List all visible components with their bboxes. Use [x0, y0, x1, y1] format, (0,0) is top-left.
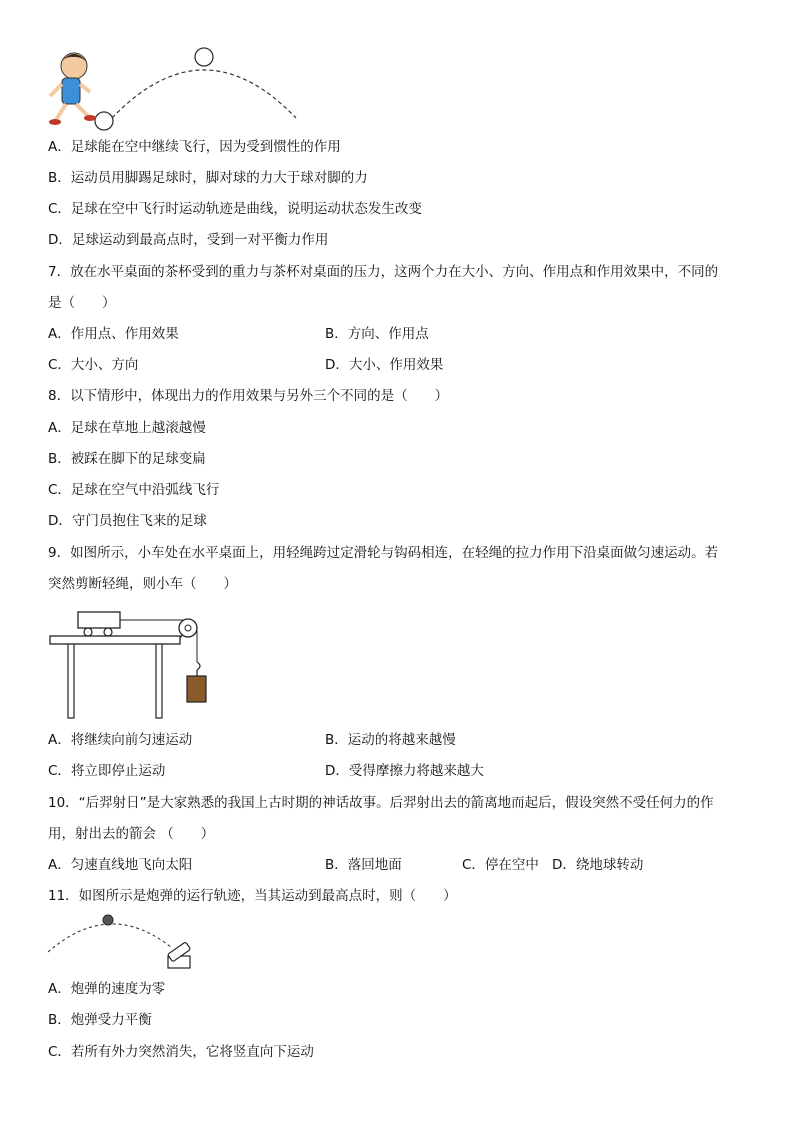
cart-body — [78, 612, 120, 628]
q8-option-c: C．足球在空气中沿弧线飞行 — [48, 482, 220, 498]
hook — [197, 662, 200, 676]
cannonball-figure — [44, 910, 196, 972]
pulley-axle — [185, 625, 191, 631]
q8-option-d: D．守门员抱住飞来的足球 — [48, 513, 207, 529]
q10-option-d: D．绕地球转动 — [552, 857, 644, 873]
q6-option-a: A．足球能在空中继续飞行，因为受到惯性的作用 — [48, 139, 341, 155]
q9-stem-line1: 9．如图所示，小车处在水平桌面上，用轻绳跨过定滑轮与钩码相连，在轻绳的拉力作用下沿桌面做匀速运动。若 — [48, 545, 719, 561]
cannonball — [103, 915, 113, 925]
q7-option-d: D．大小、作用效果 — [325, 357, 444, 373]
q11-option-c: C．若所有外力突然消失，它将竖直向下运动 — [48, 1044, 314, 1060]
q7-option-c: C．大小、方向 — [48, 357, 139, 373]
q7-option-a: A．作用点、作用效果 — [48, 326, 179, 342]
q6-option-b: B．运动员用脚踢足球时，脚对球的力大于球对脚的力 — [48, 170, 368, 186]
cart-wheel — [84, 628, 92, 636]
table-top — [50, 636, 180, 644]
q8-option-a: A．足球在草地上越滚越慢 — [48, 420, 206, 436]
cannonball-trajectory — [48, 924, 172, 952]
q11-option-a: A．炮弹的速度为零 — [48, 981, 166, 997]
q9-stem-line2: 突然剪断轻绳，则小车（ ） — [48, 576, 237, 592]
hook-weight — [187, 676, 206, 702]
football-kick-figure — [44, 44, 304, 134]
q6-option-d: D．足球运动到最高点时，受到一对平衡力作用 — [48, 232, 329, 248]
q7-stem-line1: 7．放在水平桌面的茶杯受到的重力与茶杯对桌面的压力，这两个力在大小、方向、作用点和作用效果中，不同的 — [48, 264, 719, 280]
q7-option-b: B．方向、作用点 — [325, 326, 429, 342]
cart-wheel — [104, 628, 112, 636]
table-leg — [156, 644, 162, 718]
q7-stem-line2: 是（ ） — [48, 295, 116, 311]
table-leg — [68, 644, 74, 718]
q11-stem: 11．如图所示是炮弹的运行轨迹，当其运动到最高点时，则（ ） — [48, 888, 457, 904]
ball-start — [95, 112, 113, 130]
q10-option-c: C．停在空中 — [462, 857, 539, 873]
boy-icon — [49, 53, 96, 125]
q11-option-b: B．炮弹受力平衡 — [48, 1012, 152, 1028]
q10-stem-line2: 用，射出去的箭会 （ ） — [48, 826, 215, 842]
ball-trajectory — [112, 70, 296, 118]
q9-option-d: D．受得摩擦力将越来越大 — [325, 763, 484, 779]
q10-option-b: B．落回地面 — [325, 857, 402, 873]
q6-option-c: C．足球在空中飞行时运动轨迹是曲线，说明运动状态发生改变 — [48, 201, 422, 217]
ball-top — [195, 48, 213, 66]
q10-stem-line1: 10．“后羿射日”是大家熟悉的我国上古时期的神话故事。后羿射出去的箭离地而起后，假设突然不受任何力的作 — [48, 795, 714, 811]
q9-option-c: C．将立即停止运动 — [48, 763, 166, 779]
q9-option-b: B．运动的将越来越慢 — [325, 732, 456, 748]
q9-option-a: A．将继续向前匀速运动 — [48, 732, 193, 748]
q8-stem: 8．以下情形中，体现出力的作用效果与另外三个不同的是（ ） — [48, 388, 449, 404]
q8-option-b: B．被踩在脚下的足球变扁 — [48, 451, 206, 467]
q10-option-a: A．匀速直线地飞向太阳 — [48, 857, 193, 873]
cart-pulley-figure — [46, 606, 216, 724]
